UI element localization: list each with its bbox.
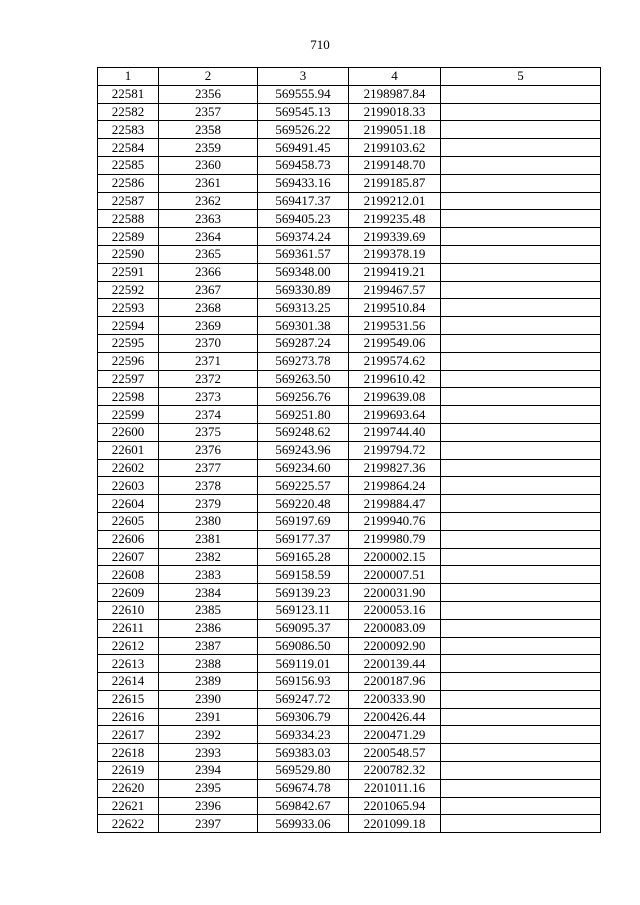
cell-row-id: 22620 [98,779,159,797]
cell-y-coordinate: 2199148.70 [349,156,441,174]
table-row [98,423,601,441]
coordinates-table [97,67,601,833]
cell-y-coordinate: 2199884.47 [349,495,441,513]
cell-row-id: 22603 [98,477,159,495]
cell-note [441,210,601,228]
cell-row-id: 22622 [98,815,159,833]
cell-x-coordinate: 569313.25 [258,299,349,317]
cell-note [441,281,601,299]
cell-y-coordinate: 2199051.18 [349,121,441,139]
cell-row-id: 22583 [98,121,159,139]
table-row [98,370,601,388]
cell-row-id: 22608 [98,566,159,584]
cell-y-coordinate: 2199235.48 [349,210,441,228]
cell-point-number: 2393 [159,744,258,762]
cell-y-coordinate: 2199794.72 [349,441,441,459]
cell-y-coordinate: 2200092.90 [349,637,441,655]
cell-point-number: 2358 [159,121,258,139]
table-row [98,619,601,637]
cell-x-coordinate: 569674.78 [258,779,349,797]
cell-row-id: 22615 [98,690,159,708]
cell-row-id: 22609 [98,584,159,602]
cell-row-id: 22605 [98,512,159,530]
cell-point-number: 2363 [159,210,258,228]
cell-x-coordinate: 569247.72 [258,690,349,708]
cell-y-coordinate: 2199610.42 [349,370,441,388]
cell-y-coordinate: 2199639.08 [349,388,441,406]
cell-y-coordinate: 2199549.06 [349,334,441,352]
cell-note [441,797,601,815]
cell-note [441,192,601,210]
table-row [98,192,601,210]
cell-y-coordinate: 2199339.69 [349,228,441,246]
cell-row-id: 22617 [98,726,159,744]
cell-note [441,655,601,673]
cell-row-id: 22581 [98,85,159,103]
cell-y-coordinate: 2199018.33 [349,103,441,121]
cell-row-id: 22610 [98,601,159,619]
cell-point-number: 2357 [159,103,258,121]
cell-x-coordinate: 569158.59 [258,566,349,584]
table-row [98,673,601,691]
cell-x-coordinate: 569165.28 [258,548,349,566]
table-row [98,477,601,495]
cell-x-coordinate: 569361.57 [258,245,349,263]
cell-point-number: 2388 [159,655,258,673]
cell-row-id: 22592 [98,281,159,299]
table-row [98,139,601,157]
table-row [98,156,601,174]
cell-y-coordinate: 2201011.16 [349,779,441,797]
cell-row-id: 22612 [98,637,159,655]
table-row [98,762,601,780]
cell-x-coordinate: 569491.45 [258,139,349,157]
cell-x-coordinate: 569374.24 [258,228,349,246]
cell-point-number: 2366 [159,263,258,281]
cell-y-coordinate: 2199103.62 [349,139,441,157]
table-row [98,690,601,708]
cell-note [441,156,601,174]
cell-y-coordinate: 2201099.18 [349,815,441,833]
cell-point-number: 2367 [159,281,258,299]
column-header-2: 2 [159,68,258,86]
table-row [98,299,601,317]
cell-y-coordinate: 2200139.44 [349,655,441,673]
table-row [98,263,601,281]
cell-x-coordinate: 569330.89 [258,281,349,299]
cell-note [441,352,601,370]
cell-note [441,423,601,441]
cell-x-coordinate: 569243.96 [258,441,349,459]
cell-note [441,299,601,317]
cell-y-coordinate: 2199510.84 [349,299,441,317]
cell-row-id: 22621 [98,797,159,815]
cell-note [441,601,601,619]
cell-note [441,548,601,566]
cell-x-coordinate: 569301.38 [258,317,349,335]
cell-x-coordinate: 569086.50 [258,637,349,655]
cell-point-number: 2369 [159,317,258,335]
cell-row-id: 22594 [98,317,159,335]
cell-y-coordinate: 2200083.09 [349,619,441,637]
cell-point-number: 2375 [159,423,258,441]
cell-note [441,566,601,584]
cell-note [441,779,601,797]
cell-note [441,690,601,708]
table-row [98,245,601,263]
cell-row-id: 22607 [98,548,159,566]
cell-y-coordinate: 2199744.40 [349,423,441,441]
cell-note [441,673,601,691]
cell-point-number: 2385 [159,601,258,619]
cell-row-id: 22619 [98,762,159,780]
table-row [98,406,601,424]
cell-x-coordinate: 569529.80 [258,762,349,780]
cell-note [441,815,601,833]
cell-row-id: 22584 [98,139,159,157]
cell-row-id: 22582 [98,103,159,121]
cell-point-number: 2360 [159,156,258,174]
cell-point-number: 2390 [159,690,258,708]
cell-point-number: 2376 [159,441,258,459]
table-row [98,281,601,299]
cell-y-coordinate: 2200333.90 [349,690,441,708]
cell-y-coordinate: 2200007.51 [349,566,441,584]
cell-point-number: 2374 [159,406,258,424]
table-row [98,121,601,139]
cell-x-coordinate: 569348.00 [258,263,349,281]
cell-note [441,85,601,103]
cell-point-number: 2368 [159,299,258,317]
cell-note [441,495,601,513]
cell-point-number: 2397 [159,815,258,833]
column-header-3: 3 [258,68,349,86]
table-row [98,495,601,513]
cell-point-number: 2373 [159,388,258,406]
table-row [98,708,601,726]
cell-row-id: 22589 [98,228,159,246]
cell-y-coordinate: 2199980.79 [349,530,441,548]
cell-point-number: 2384 [159,584,258,602]
cell-y-coordinate: 2200187.96 [349,673,441,691]
cell-row-id: 22596 [98,352,159,370]
cell-row-id: 22614 [98,673,159,691]
cell-row-id: 22585 [98,156,159,174]
cell-note [441,459,601,477]
cell-x-coordinate: 569405.23 [258,210,349,228]
cell-note [441,388,601,406]
cell-point-number: 2364 [159,228,258,246]
table-row [98,334,601,352]
cell-row-id: 22588 [98,210,159,228]
cell-point-number: 2396 [159,797,258,815]
cell-point-number: 2383 [159,566,258,584]
cell-y-coordinate: 2200471.29 [349,726,441,744]
cell-point-number: 2356 [159,85,258,103]
cell-point-number: 2381 [159,530,258,548]
cell-point-number: 2365 [159,245,258,263]
cell-x-coordinate: 569306.79 [258,708,349,726]
cell-note [441,121,601,139]
table-row [98,601,601,619]
cell-point-number: 2378 [159,477,258,495]
table-row [98,566,601,584]
cell-note [441,637,601,655]
cell-row-id: 22590 [98,245,159,263]
cell-x-coordinate: 569526.22 [258,121,349,139]
cell-row-id: 22616 [98,708,159,726]
cell-note [441,174,601,192]
cell-x-coordinate: 569417.37 [258,192,349,210]
cell-note [441,139,601,157]
cell-x-coordinate: 569156.93 [258,673,349,691]
table-row [98,174,601,192]
cell-point-number: 2391 [159,708,258,726]
cell-point-number: 2379 [159,495,258,513]
cell-point-number: 2382 [159,548,258,566]
cell-point-number: 2372 [159,370,258,388]
cell-x-coordinate: 569334.23 [258,726,349,744]
cell-note [441,334,601,352]
table-row [98,779,601,797]
cell-point-number: 2389 [159,673,258,691]
table-row [98,210,601,228]
table-row [98,512,601,530]
cell-point-number: 2387 [159,637,258,655]
table-row [98,744,601,762]
cell-point-number: 2392 [159,726,258,744]
cell-point-number: 2386 [159,619,258,637]
cell-y-coordinate: 2200548.57 [349,744,441,762]
cell-x-coordinate: 569197.69 [258,512,349,530]
cell-x-coordinate: 569119.01 [258,655,349,673]
cell-x-coordinate: 569273.78 [258,352,349,370]
page-number: 710 [310,37,330,52]
cell-y-coordinate: 2201065.94 [349,797,441,815]
cell-row-id: 22591 [98,263,159,281]
cell-row-id: 22602 [98,459,159,477]
table-row [98,815,601,833]
cell-note [441,708,601,726]
cell-row-id: 22618 [98,744,159,762]
table-row [98,637,601,655]
cell-y-coordinate: 2199693.64 [349,406,441,424]
table-row [98,548,601,566]
cell-point-number: 2370 [159,334,258,352]
cell-row-id: 22600 [98,423,159,441]
cell-y-coordinate: 2200782.32 [349,762,441,780]
table-row [98,584,601,602]
cell-note [441,762,601,780]
cell-x-coordinate: 569383.03 [258,744,349,762]
cell-y-coordinate: 2199574.62 [349,352,441,370]
cell-x-coordinate: 569123.11 [258,601,349,619]
cell-x-coordinate: 569248.62 [258,423,349,441]
cell-note [441,512,601,530]
table-row [98,726,601,744]
cell-x-coordinate: 569433.16 [258,174,349,192]
cell-point-number: 2380 [159,512,258,530]
cell-note [441,103,601,121]
cell-y-coordinate: 2200031.90 [349,584,441,602]
cell-point-number: 2361 [159,174,258,192]
cell-point-number: 2359 [159,139,258,157]
cell-point-number: 2362 [159,192,258,210]
cell-y-coordinate: 2199419.21 [349,263,441,281]
cell-point-number: 2371 [159,352,258,370]
cell-y-coordinate: 2199940.76 [349,512,441,530]
cell-row-id: 22599 [98,406,159,424]
cell-note [441,370,601,388]
table-row [98,441,601,459]
cell-x-coordinate: 569177.37 [258,530,349,548]
table-header-row [98,68,601,86]
cell-point-number: 2377 [159,459,258,477]
cell-point-number: 2394 [159,762,258,780]
table-row [98,228,601,246]
cell-x-coordinate: 569234.60 [258,459,349,477]
table-row [98,459,601,477]
cell-x-coordinate: 569842.67 [258,797,349,815]
cell-note [441,228,601,246]
column-header-1: 1 [98,68,159,86]
cell-note [441,619,601,637]
cell-x-coordinate: 569933.06 [258,815,349,833]
table-row [98,797,601,815]
cell-y-coordinate: 2199531.56 [349,317,441,335]
table-row [98,388,601,406]
cell-row-id: 22586 [98,174,159,192]
cell-row-id: 22604 [98,495,159,513]
cell-y-coordinate: 2200053.16 [349,601,441,619]
cell-x-coordinate: 569555.94 [258,85,349,103]
cell-y-coordinate: 2198987.84 [349,85,441,103]
table-body [98,85,601,832]
cell-x-coordinate: 569225.57 [258,477,349,495]
cell-row-id: 22611 [98,619,159,637]
cell-x-coordinate: 569139.23 [258,584,349,602]
cell-note [441,317,601,335]
cell-x-coordinate: 569287.24 [258,334,349,352]
column-header-5: 5 [441,68,601,86]
cell-point-number: 2395 [159,779,258,797]
cell-row-id: 22613 [98,655,159,673]
table-row [98,352,601,370]
cell-y-coordinate: 2199212.01 [349,192,441,210]
cell-row-id: 22601 [98,441,159,459]
cell-y-coordinate: 2200002.15 [349,548,441,566]
cell-x-coordinate: 569251.80 [258,406,349,424]
cell-note [441,477,601,495]
cell-y-coordinate: 2199864.24 [349,477,441,495]
cell-row-id: 22597 [98,370,159,388]
table-row [98,317,601,335]
cell-y-coordinate: 2200426.44 [349,708,441,726]
cell-y-coordinate: 2199467.57 [349,281,441,299]
cell-x-coordinate: 569263.50 [258,370,349,388]
cell-y-coordinate: 2199378.19 [349,245,441,263]
cell-x-coordinate: 569545.13 [258,103,349,121]
cell-row-id: 22595 [98,334,159,352]
cell-note [441,263,601,281]
cell-note [441,530,601,548]
cell-x-coordinate: 569256.76 [258,388,349,406]
cell-row-id: 22606 [98,530,159,548]
cell-row-id: 22587 [98,192,159,210]
cell-row-id: 22593 [98,299,159,317]
table-row [98,655,601,673]
cell-note [441,441,601,459]
cell-note [441,245,601,263]
cell-note [441,726,601,744]
cell-y-coordinate: 2199185.87 [349,174,441,192]
cell-note [441,584,601,602]
cell-x-coordinate: 569458.73 [258,156,349,174]
cell-row-id: 22598 [98,388,159,406]
cell-x-coordinate: 569220.48 [258,495,349,513]
column-header-4: 4 [349,68,441,86]
cell-x-coordinate: 569095.37 [258,619,349,637]
table-row [98,103,601,121]
table-row [98,85,601,103]
cell-note [441,406,601,424]
table-row [98,530,601,548]
cell-note [441,744,601,762]
cell-y-coordinate: 2199827.36 [349,459,441,477]
